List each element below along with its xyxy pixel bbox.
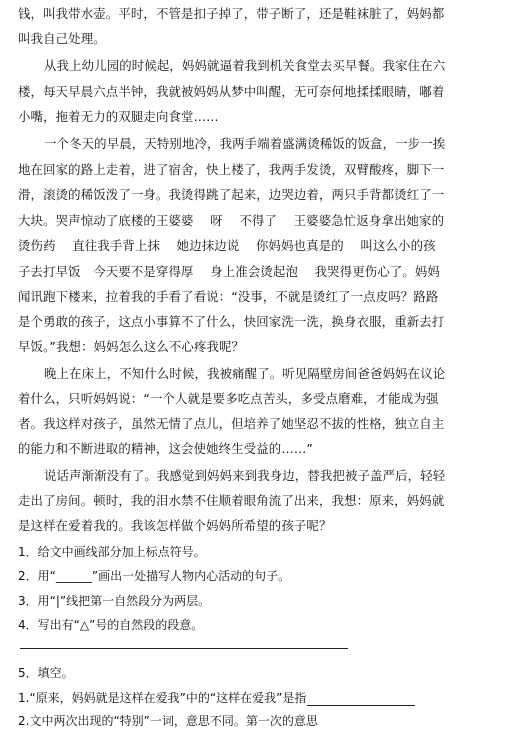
- passage-line: 是这样在爱着我的。我该怎样做个妈妈所希望的孩子呢？: [18, 518, 332, 533]
- passage-line: 走出了房间。顿时，我的泪水禁不住顺着眼角流了出来，我想：原来，妈妈就: [18, 493, 445, 508]
- passage-line: 地在回家的路上走着，进了宿舍，快上楼了，我两手发烫，双臂酸疼，脚下一: [18, 162, 445, 177]
- passage-line: 烫伤药 直往我手背上抹 她边抹边说 你妈妈也真是的 叫这么小的孩: [18, 238, 436, 253]
- passage-line: 楼，每天早晨六点半钟，我就被妈妈从梦中叫醒，无可奈何地揉揉眼睛，嘟着: [18, 84, 445, 99]
- question-1: 1．给文中画线部分加上标点符号。: [18, 545, 206, 559]
- passage-line: 是个勇敢的孩子，这点小事算不了什么，快回家洗一洗，换身衣服，重新去打: [18, 314, 445, 329]
- passage-line: 早饭。”我想：妈妈怎么这么不心疼我呢？: [18, 339, 245, 354]
- question-2: 2．用“______”画出一处描写人物内心活动的句子。: [18, 569, 291, 583]
- passage-line: 者。我这样对孩子，虽然无情了点儿，但培养了她坚忍不拔的性格，独立自主: [18, 416, 445, 431]
- passage-line: 着什么，只听妈妈说：“一个人就是要多吃点苦头，多受点磨难，才能成为强: [18, 391, 439, 406]
- question-4: 4．写出有“△”号的自然段的段意。: [18, 618, 204, 632]
- passage-line: 滑，滚烫的稀饭泼了一身。我烫得跳了起来，边哭边着，两只手背都烫红了一: [18, 187, 445, 202]
- passage-line: 大块。哭声惊动了底楼的王婆婆 呀 不得了 王婆婆急忙返身拿出她家的: [18, 213, 445, 228]
- passage-line: 从我上幼儿园的时候起，妈妈就逼着我到机关食堂去买早餐。我家住在六: [44, 58, 446, 73]
- passage-line: 说话声渐渐没有了。我感觉到妈妈来到我身边，替我把被子盖严后，轻轻: [44, 468, 446, 483]
- question-5-1-text: 1.“原来，妈妈就是这样在爱我”中的“这样在爱我”是指: [18, 691, 307, 705]
- passage-line: 叫我自己处理。: [18, 31, 106, 46]
- question-5-2: 2.文中两次出现的“特别”一词，意思不同。第一次的意思: [18, 714, 318, 728]
- passage-line: 一个冬天的早晨，天特别地冷，我两手端着盛满烫稀饭的饭盒，一步一挨: [44, 136, 446, 151]
- passage-line: 闻讯跑下楼来，拉着我的手看了看说：“没事，不就是烫红了一点皮吗？路路: [18, 289, 439, 304]
- answer-line-q4[interactable]: [20, 648, 348, 649]
- passage-line: 钱，叫我带水壶。平时，不管是扣子掉了，带子断了，还是鞋袜脏了，妈妈都: [18, 6, 445, 21]
- question-5: 5．填空。: [18, 666, 74, 680]
- question-5-1: [18, 690, 415, 706]
- passage-line: 子去打早饭 今天要不是穿得厚 身上准会烫起泡 我哭得更伤心了。妈妈: [18, 264, 441, 279]
- passage-line: 晚上在床上，不知什么时候，我被痛醒了。听见隔壁房间爸爸妈妈在议论: [44, 366, 446, 381]
- answer-blank-5-1[interactable]: [307, 691, 415, 706]
- passage-line: 小嘴，拖着无力的双腿走向食堂……: [18, 109, 219, 124]
- passage-line: 的能力和不断进取的精神，这会使她终生受益的……”: [18, 441, 314, 456]
- question-3: 3．用“|”线把第一自然段分为两层。: [18, 594, 211, 608]
